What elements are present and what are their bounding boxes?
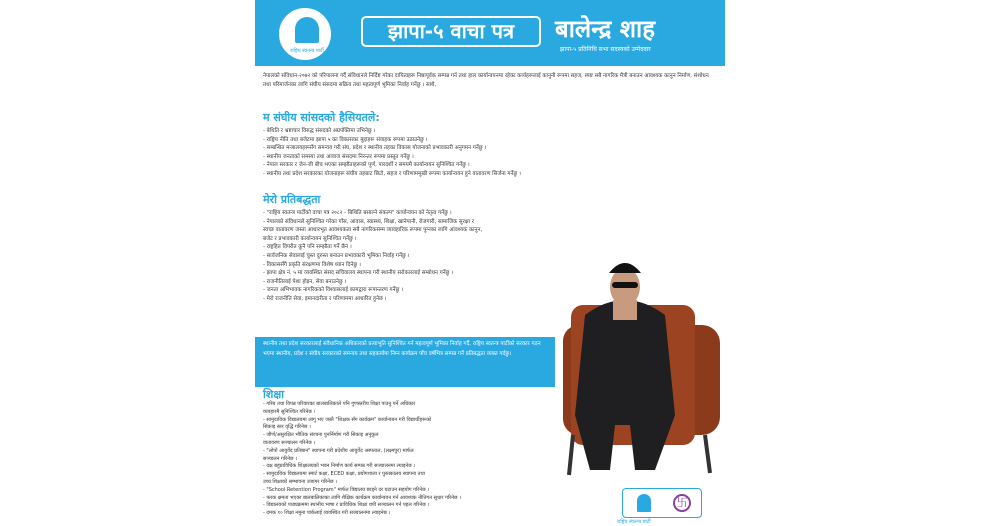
list-item: - राष्ट्रहित विपरीत कुनै पनि सम्झौता गर्ने छैन ।	[263, 244, 352, 251]
coalition-statement: स्थानीय तथा प्रदेश सरकारलाई संवैधानिक अधिकारको प्रत्याभूति सुनिश्चित गर्न महत्वपूर्ण भूमिका निर्वाह गर्दै, राष्ट्रिय स्वतन्त्र पार्टीको सरकार गठन भएमा स्थानीय, प्रदेश र संघीय सरकारको समन्वय तथा सहकार्यमा निम्न कार्यक्रम पाँच वर्षभित्र सम्पन्न गर्ने प्रतिबद्धता व्यक्त गर्दछु।	[255, 337, 555, 387]
chair-leg-left	[569, 435, 573, 475]
flyer-header	[255, 0, 725, 66]
sunglasses	[612, 282, 638, 288]
party-logo	[277, 6, 333, 62]
list-item: - सम्बन्धित मन्त्रालयहरूसँग समन्वय गरी संघ, प्रदेश र स्थानीय तहका विकास योजनाको प्रभावकारी अनुगमन गर्नेछु ।	[263, 145, 487, 152]
list-item: - विद्यालयको पाठ्यक्रममा स्थानीय भाषा र प्राविधिक शिक्षा थपी सञ्चालन गर्न पहल गरिनेछ ।	[263, 502, 430, 509]
list-item: - नेपालको संविधानले सुनिश्चित गरेका गाँस, आवास, स्वास्थ्य, शिक्षा, खानेपानी, रोजगारी, सामाजिक सुरक्षा र	[263, 218, 474, 225]
party-symbols	[622, 488, 702, 518]
section-heading-commitment: मेरो प्रतिबद्धता	[263, 193, 321, 206]
section-heading-education: शिक्षा	[263, 388, 285, 401]
list-item: - जनता अभिभावक नागरिकको विश्वासलाई कामद्वारा रूपान्तरण गर्नेछु ।	[263, 287, 404, 294]
list-item: - जीर्ण/असुरक्षित भौतिक संरचना पुनर्निर्माण गरी सिकाइ अनुकूल	[263, 432, 379, 439]
bell-symbol-icon	[637, 494, 651, 512]
list-item: - बेथिति र भ्रष्टाचार विरुद्ध संसदको अग्रपंक्तिमा उभिनेछु ।	[263, 128, 376, 134]
list-item: - दक्ष बहुप्राविधिक शिक्षालयको भवन निर्माण कार्य सम्पन्न गरी सञ्चालनमा ल्याइनेछ ।	[263, 463, 416, 470]
list-item: - विकाससँगै प्रकृति संरक्षणमा विशेष ध्यान दिनेछु ।	[263, 261, 361, 268]
list-item: वातावरण सञ्चालन गरिनेछ ।	[263, 439, 316, 446]
list-item: - स्थानीय जनताको समस्या तथा आवाज संसदमा निरन्तर रूपमा प्रस्तुत गर्नेछु ।	[263, 153, 414, 160]
list-item: - फरक क्षमता भएका बालबालिकाका लागि शैक्षिक कार्यक्रम कार्यान्वयन गर्न आवश्यक नीतिगत सुधार गरिनेछ ।	[263, 494, 461, 501]
candidate-subtitle: झापा-५ प्रतिनिधि सभा सदस्यको उम्मेदवार	[560, 46, 651, 53]
chair-leg-right	[705, 435, 710, 473]
list-item: - नेपाल सरकार र जेन-जी बीच भएका सम्झौताहरूको पूर्ण, पारदर्शी र समयमै कार्यान्वयन सुनिश्चित गर्नेछु ।	[263, 162, 470, 169]
list-item: - सामुदायिक विद्यालयमा लागु भए जस्तै "शिक्षक सँग कार्यक्रम" कार्यान्वयन गरी विद्यार्थीहरूको	[263, 416, 432, 423]
list-item: बजेट र प्रभावकारी कार्यान्वयन सुनिश्चित गर्नेछु ।	[263, 235, 357, 242]
section-heading-mp-role: म संघीय सांसदको हैसियतले:	[263, 111, 380, 124]
list-item: सञ्चालन गरिनेछ ।	[263, 455, 297, 462]
list-item: - दमक १० शिक्षा नमुना पार्कलाई व्यवस्थित गरी सञ्चालनमा ल्याइनेछ ।	[263, 510, 391, 517]
logo-text: राष्ट्रिय स्वतन्त्र पार्टी	[290, 48, 324, 54]
list-item: व्यवहारमै सुनिश्चित गरिनेछ ।	[263, 408, 316, 415]
dhaka-topi	[609, 263, 641, 273]
list-item: - झापा क्षेत्र नं. ५ मा व्यवस्थित संसद सचिवालय स्थापना गरी स्थानीय सरोकारलाई सम्बोधन गर्नेछु ।	[263, 270, 454, 277]
list-item: - "School Retention Program" मार्फत विद्यालय छाड्ने दर घटाउन सहयोग गरिनेछ ।	[263, 486, 430, 493]
bell-icon	[295, 17, 319, 43]
list-item: - गरिब तथा विपन्न परिवारका बालबालिकाले पनि गुणस्तरीय शिक्षा पाउनु पर्ने अधिकार	[263, 401, 416, 407]
list-item: - मेरो राजनीति सेवा, इमानदारीता र परिणाममा आधारित हुनेछ ।	[263, 295, 387, 302]
commitment-list	[263, 209, 482, 304]
list-item: - राजनीतिलाई पेशा होइन, सेवा बनाउनेछु ।	[263, 278, 347, 285]
list-item: स्वच्छ वातावरण जस्ता आधारभूत आवश्यकता सबै नागरिकसम्म व्यावहारिक रूपमा पुग्नका लागि आवश्यक कानुन,	[263, 227, 483, 234]
education-list	[263, 401, 461, 518]
intro-paragraph: नेपालको संविधान-२०७२ को परिपालना गर्दै संविधानले निर्दिष्ट गरेका दायित्वहरू निष्ठापूर्वक सम्पन्न गर्न तथा हाल कार्यान्वयनमा रहेका कार्यहरूलाई कानुनी रूपमा सहज, स्पष्ट सबै नागरिक मैत्री बनाउन आवश्यक कानुन निर्माण, संशोधन तथा परिमार्जनका लागि संघीय संसदमा सक्रिय तथा महत्वपूर्ण भूमिका निर्वाह गर्नेछु । साथै,	[263, 73, 709, 88]
mp-role-list	[263, 127, 521, 179]
list-item: - सार्वजनिक सेवालाई चुस्त दुरुस्त बनाउन प्रभावकारी भूमिका निर्वाह गर्नेछु ।	[263, 252, 410, 259]
list-item: उच्च शिक्षाको सम्भावना उजागर गरिनेछ ।	[263, 478, 337, 485]
list-item: - सामुदायिक विद्यालयमा स्मार्ट कक्षा, ECED कक्षा, प्रयोगशाला र पुस्तकालय स्थापना तथा	[263, 471, 425, 478]
party-caption: राष्ट्रिय स्वतन्त्र पार्टी	[617, 519, 651, 525]
campaign-flyer	[255, 0, 725, 526]
list-item: - स्थानीय तथा प्रदेश सरकारका योजनाहरू संघीय तहबाट छिटो, सहज र परिणाममुखी रूपमा कार्यान्वयन हुने वातावरण सिर्जना गर्नेछु ।	[263, 170, 521, 177]
list-item: - "लोपो आयुर्वेद प्रतिष्ठान" स्थापना गरी प्रदेशीय आयुर्वेद अस्पताल, (लक्ष्मपुर) मार्फत	[263, 447, 414, 454]
document-title: झापा-५ वाचा पत्र	[361, 16, 541, 47]
list-item: - "राष्ट्रिय स्वतन्त्र पार्टीको वाचा पत्र २०८२ - बिथिति बसाल्ने संकल्प" कार्यान्वयन को नेतृत्व गर्नेछु ।	[263, 210, 452, 216]
list-item: - राष्ट्रिय नीति तथा बजेटमा झापा ५ का विकासका मुद्दाहरू संवाहक रूपमा उठाउनेछु ।	[263, 136, 428, 143]
list-item: सिकाइ स्तर वृद्धि गरिनेछ ।	[263, 424, 311, 431]
swastika-symbol-icon: 卐	[673, 494, 691, 512]
candidate-name: बालेन्द्र शाह	[555, 15, 655, 43]
